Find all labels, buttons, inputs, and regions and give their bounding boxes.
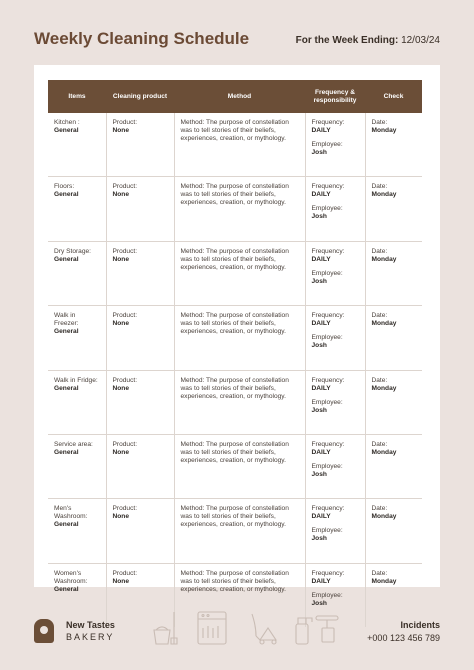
date-value: Monday <box>371 191 397 199</box>
table-row <box>48 499 422 563</box>
employee-label: Employee: <box>311 269 343 277</box>
product-value: None <box>112 384 129 392</box>
cell-frequency <box>305 113 365 177</box>
table-row <box>48 370 422 434</box>
incidents-label: Incidents <box>400 620 440 630</box>
product-label: Product: <box>112 569 138 577</box>
item-name: Floors: <box>54 183 75 191</box>
item-name: Walk in Freezer: <box>54 312 79 328</box>
product-label: Product: <box>112 505 138 513</box>
item-area: General <box>54 585 79 593</box>
cleaning-icons-strip <box>150 610 345 646</box>
cell-product <box>106 434 174 498</box>
frequency-value: DAILY <box>311 191 331 199</box>
frequency-value: DAILY <box>311 577 331 585</box>
product-value: None <box>112 255 129 263</box>
table-row <box>48 113 422 177</box>
date-label: Date: <box>371 440 388 448</box>
table-row <box>48 241 422 305</box>
date-value: Monday <box>371 127 397 134</box>
column-header-items: Items <box>48 80 106 113</box>
brand-logo <box>34 619 115 643</box>
product-value: None <box>112 191 129 199</box>
item-area: General <box>54 255 79 263</box>
frequency-value: DAILY <box>311 320 331 328</box>
table-header-row <box>48 80 422 113</box>
cell-check <box>365 499 422 563</box>
cell-frequency <box>305 177 365 241</box>
incidents-phone: +000 123 456 789 <box>367 633 440 643</box>
column-header-check: Check <box>365 80 422 113</box>
frequency-label: Frequency: <box>311 569 345 577</box>
item-area: General <box>54 448 79 456</box>
date-label: Date: <box>371 183 388 191</box>
method-text: Method: The purpose of constellation was to tell stories of their beliefs, experiences, creation, or mythology. <box>180 569 289 593</box>
frequency-value: DAILY <box>311 127 331 134</box>
product-value: None <box>112 577 129 585</box>
date-value: Monday <box>371 320 397 328</box>
frequency-label: Frequency: <box>311 312 345 320</box>
cell-product <box>106 306 174 370</box>
frequency-label: Frequency: <box>311 440 345 448</box>
date-value: Monday <box>371 255 397 263</box>
frequency-label: Frequency: <box>311 505 345 513</box>
date-label: Date: <box>371 505 388 513</box>
page-title: Weekly Cleaning Schedule <box>34 29 250 48</box>
cell-method <box>174 499 305 563</box>
product-label: Product: <box>112 376 138 384</box>
product-value: None <box>112 448 129 456</box>
cell-check <box>365 306 422 370</box>
product-label: Product: <box>112 119 138 126</box>
frequency-value: DAILY <box>311 448 331 456</box>
item-area: General <box>54 127 79 134</box>
table-row <box>48 434 422 498</box>
employee-value: Josh <box>311 149 327 156</box>
item-area: General <box>54 521 79 529</box>
cell-item <box>48 177 106 241</box>
bread-logo-icon <box>34 619 54 643</box>
item-name: Kitchen : <box>54 119 80 126</box>
cell-item <box>48 434 106 498</box>
week-ending <box>296 35 440 46</box>
product-label: Product: <box>112 312 138 320</box>
cell-check <box>365 370 422 434</box>
column-header-frequency: Frequency & responsibility <box>305 80 365 113</box>
cell-method <box>174 177 305 241</box>
product-label: Product: <box>112 440 138 448</box>
brand-name: New Tastes <box>66 620 115 630</box>
cell-method <box>174 113 305 177</box>
cell-check <box>365 113 422 177</box>
frequency-label: Frequency: <box>311 247 345 255</box>
method-text: Method: The purpose of constellation was to tell stories of their beliefs, experiences, creation, or mythology. <box>180 440 289 464</box>
product-value: None <box>112 320 129 328</box>
table-row <box>48 306 422 370</box>
method-text: Method: The purpose of constellation was to tell stories of their beliefs, experiences, creation, or mythology. <box>180 376 289 400</box>
cell-frequency <box>305 370 365 434</box>
cell-frequency <box>305 499 365 563</box>
method-text: Method: The purpose of constellation was to tell stories of their beliefs, experiences, creation, or mythology. <box>180 312 289 336</box>
employee-value: Josh <box>311 342 327 350</box>
product-label: Product: <box>112 183 138 191</box>
employee-value: Josh <box>311 213 327 221</box>
method-text: Method: The purpose of constellation was to tell stories of their beliefs, experiences, creation, or mythology. <box>180 505 289 529</box>
cell-product <box>106 499 174 563</box>
employee-label: Employee: <box>311 462 343 470</box>
cell-frequency <box>305 241 365 305</box>
week-ending-value: 12/03/24 <box>401 35 440 46</box>
cell-product <box>106 241 174 305</box>
week-ending-label: For the Week Ending: <box>295 35 399 46</box>
item-area: General <box>54 191 79 199</box>
cell-product <box>106 177 174 241</box>
cell-product <box>106 370 174 434</box>
date-value: Monday <box>371 513 397 521</box>
employee-label: Employee: <box>311 334 343 342</box>
date-value: Monday <box>371 577 397 585</box>
column-header-product: Cleaning product <box>106 80 174 113</box>
date-label: Date: <box>371 569 388 577</box>
cell-method <box>174 370 305 434</box>
item-name: Dry Storage: <box>54 247 92 255</box>
frequency-value: DAILY <box>311 513 331 521</box>
date-label: Date: <box>371 119 388 126</box>
cell-item <box>48 370 106 434</box>
incidents-contact <box>367 619 440 645</box>
schedule-sheet <box>34 65 440 607</box>
spray-bottle-icon <box>296 616 338 644</box>
cell-frequency <box>305 306 365 370</box>
employee-value: Josh <box>311 599 327 607</box>
cell-method <box>174 434 305 498</box>
date-label: Date: <box>371 247 388 255</box>
mop-bucket-icon <box>154 612 177 644</box>
employee-value: Josh <box>311 535 327 543</box>
item-name: Service area: <box>54 440 93 448</box>
cell-frequency <box>305 434 365 498</box>
employee-value: Josh <box>311 277 327 285</box>
product-label: Product: <box>112 247 138 255</box>
item-name: Women's Washroom: <box>54 569 88 585</box>
product-value: None <box>112 127 129 134</box>
employee-value: Josh <box>311 470 327 478</box>
frequency-value: DAILY <box>311 384 331 392</box>
product-value: None <box>112 513 129 521</box>
table-row <box>48 177 422 241</box>
cell-item <box>48 499 106 563</box>
employee-label: Employee: <box>311 398 343 406</box>
employee-label: Employee: <box>311 591 343 599</box>
method-text: Method: The purpose of constellation was to tell stories of their beliefs, experiences, creation, or mythology. <box>180 247 289 271</box>
frequency-label: Frequency: <box>311 376 345 384</box>
cell-check <box>365 563 422 627</box>
cell-check <box>365 241 422 305</box>
item-area: General <box>54 384 79 392</box>
cell-item <box>48 241 106 305</box>
brand-subtitle: BAKERY <box>66 632 115 642</box>
cell-item <box>48 306 106 370</box>
item-name: Walk in Fridge: <box>54 376 98 384</box>
frequency-label: Frequency: <box>311 183 345 191</box>
cell-item <box>48 563 106 627</box>
date-label: Date: <box>371 376 388 384</box>
employee-label: Employee: <box>311 141 343 148</box>
employee-label: Employee: <box>311 205 343 213</box>
vacuum-icon <box>252 614 276 644</box>
cell-method <box>174 306 305 370</box>
date-label: Date: <box>371 312 388 320</box>
frequency-value: DAILY <box>311 255 331 263</box>
column-header-method: Method <box>174 80 305 113</box>
frequency-label: Frequency: <box>311 119 345 126</box>
cell-item <box>48 113 106 177</box>
cell-check <box>365 177 422 241</box>
date-value: Monday <box>371 448 397 456</box>
employee-value: Josh <box>311 406 327 414</box>
employee-label: Employee: <box>311 527 343 535</box>
item-name: Men's Washroom: <box>54 505 88 521</box>
date-value: Monday <box>371 384 397 392</box>
schedule-table <box>48 80 422 627</box>
cell-product <box>106 113 174 177</box>
item-area: General <box>54 328 79 336</box>
method-text: Method: The purpose of constellation was to tell stories of their beliefs, experiences, creation, or mythology. <box>180 119 289 142</box>
cell-method <box>174 241 305 305</box>
cell-check <box>365 434 422 498</box>
dishwasher-icon <box>198 612 226 644</box>
method-text: Method: The purpose of constellation was to tell stories of their beliefs, experiences, creation, or mythology. <box>180 183 289 207</box>
